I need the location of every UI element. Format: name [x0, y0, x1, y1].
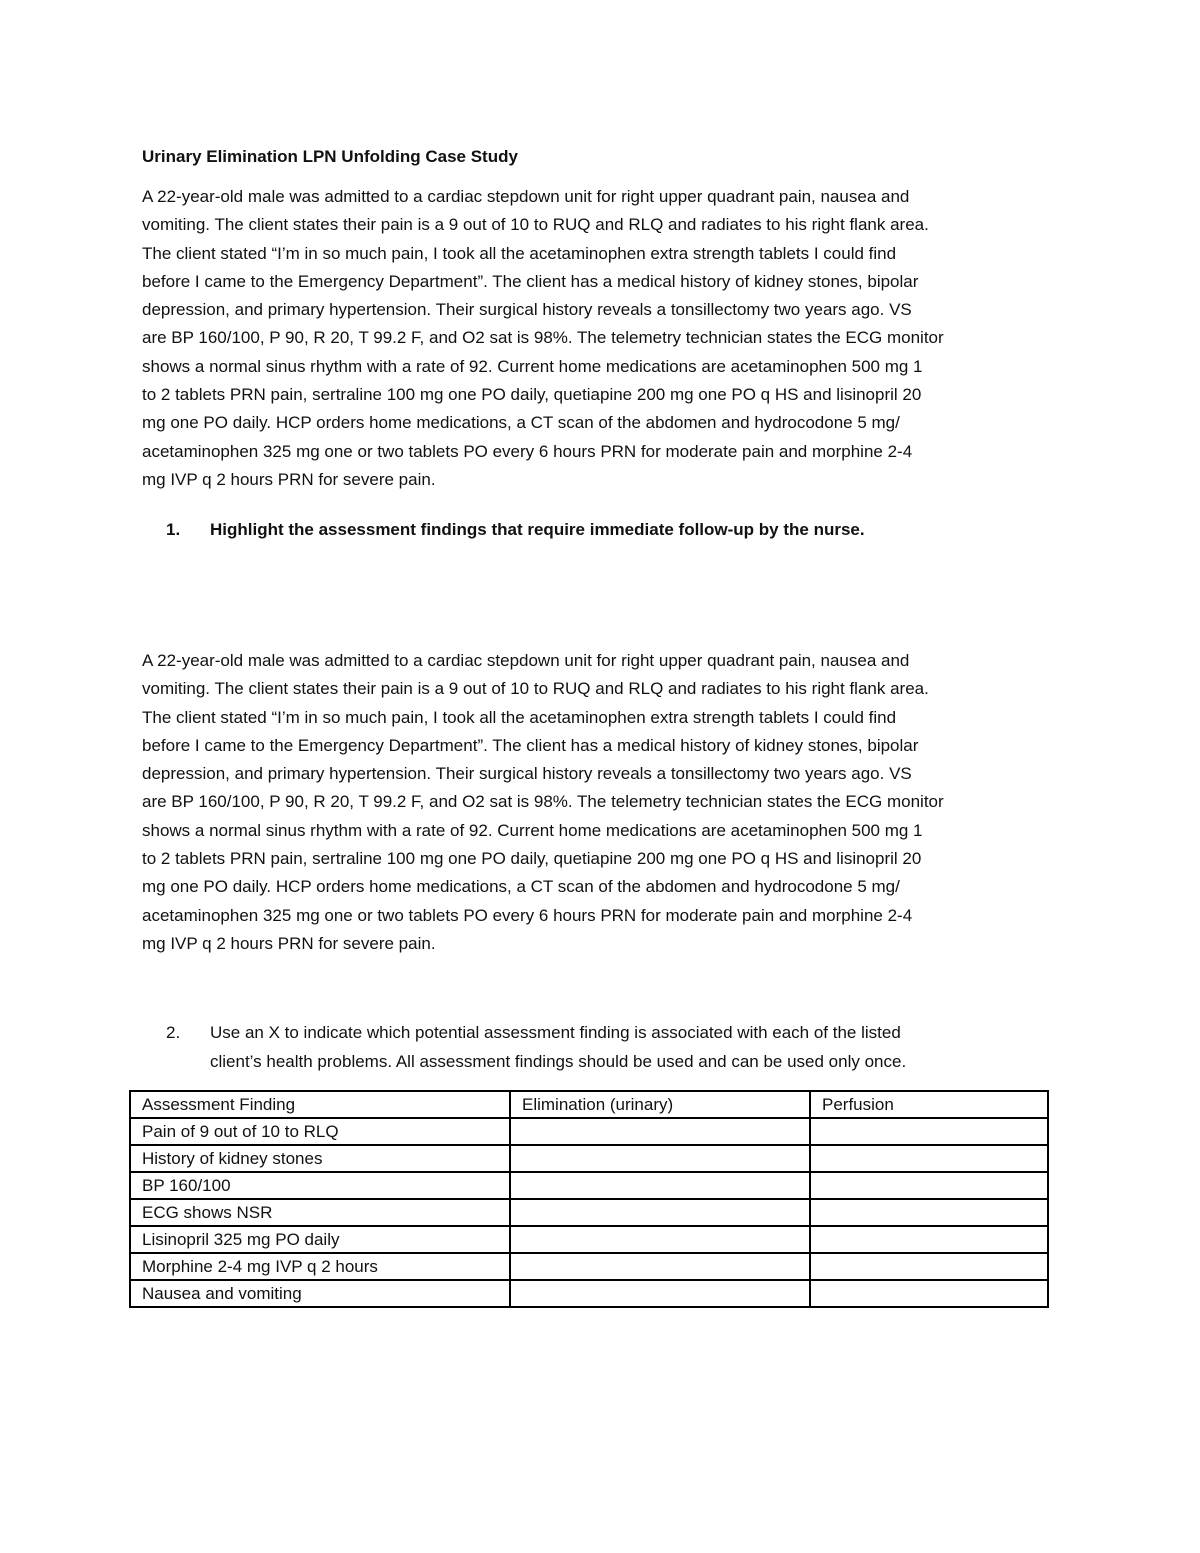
- paragraph-line: depression, and primary hypertension. Their surgical history reveals a tonsillectomy two years ago. VS: [142, 764, 912, 784]
- finding-cell: Pain of 9 out of 10 to RLQ: [130, 1118, 510, 1145]
- perfusion-answer-cell[interactable]: [810, 1118, 1048, 1145]
- elimination-answer-cell[interactable]: [510, 1118, 810, 1145]
- question-number: 1.: [166, 520, 181, 539]
- question-text-line-2: client’s health problems. All assessment findings should be used and can be used only once.: [210, 1052, 907, 1071]
- paragraph-line: shows a normal sinus rhythm with a rate of 92. Current home medications are acetaminophen 500 mg 1: [142, 356, 923, 376]
- finding-cell: ECG shows NSR: [130, 1199, 510, 1226]
- elimination-answer-cell[interactable]: [510, 1280, 810, 1307]
- table-row: [130, 1280, 1048, 1307]
- paragraph-line: are BP 160/100, P 90, R 20, T 99.2 F, and O2 sat is 98%. The telemetry technician states the ECG monitor: [142, 792, 944, 812]
- perfusion-answer-cell[interactable]: [810, 1145, 1048, 1172]
- table-row: [130, 1199, 1048, 1226]
- question-text: Highlight the assessment findings that require immediate follow-up by the nurse.: [210, 520, 865, 539]
- table-row: [130, 1118, 1048, 1145]
- case-paragraph-2: [142, 647, 1072, 958]
- document-title: Urinary Elimination LPN Unfolding Case Study: [142, 147, 518, 166]
- paragraph-line: The client stated “I’m in so much pain, I took all the acetaminophen extra strength tablets I could find: [142, 707, 897, 727]
- paragraph-line: The client stated “I’m in so much pain, I took all the acetaminophen extra strength tablets I could find: [142, 243, 897, 263]
- perfusion-answer-cell[interactable]: [810, 1280, 1048, 1307]
- elimination-answer-cell[interactable]: [510, 1172, 810, 1199]
- perfusion-answer-cell[interactable]: [810, 1199, 1048, 1226]
- header-elimination-urinary: Elimination (urinary): [510, 1091, 810, 1118]
- finding-cell: History of kidney stones: [130, 1145, 510, 1172]
- question-1: [166, 518, 865, 542]
- question-2: [166, 1018, 906, 1076]
- paragraph-line: mg IVP q 2 hours PRN for severe pain.: [142, 469, 436, 489]
- header-perfusion: Perfusion: [810, 1091, 1048, 1118]
- paragraph-line: to 2 tablets PRN pain, sertraline 100 mg one PO daily, quetiapine 200 mg one PO q HS and lisinopril 20: [142, 385, 922, 405]
- elimination-answer-cell[interactable]: [510, 1199, 810, 1226]
- paragraph-line: A 22-year-old male was admitted to a cardiac stepdown unit for right upper quadrant pain, nausea and: [142, 187, 910, 206]
- paragraph-line: mg one PO daily. HCP orders home medications, a CT scan of the abdomen and hydrocodone 5 mg/: [142, 413, 900, 433]
- paragraph-line: mg one PO daily. HCP orders home medications, a CT scan of the abdomen and hydrocodone 5 mg/: [142, 877, 900, 897]
- paragraph-line: to 2 tablets PRN pain, sertraline 100 mg one PO daily, quetiapine 200 mg one PO q HS and lisinopril 20: [142, 849, 922, 869]
- table-row: [130, 1172, 1048, 1199]
- paragraph-line: vomiting. The client states their pain is a 9 out of 10 to RUQ and RLQ and radiates to his right flank area.: [142, 679, 929, 699]
- perfusion-answer-cell[interactable]: [810, 1226, 1048, 1253]
- elimination-answer-cell[interactable]: [510, 1253, 810, 1280]
- paragraph-line: mg IVP q 2 hours PRN for severe pain.: [142, 933, 436, 953]
- table-row: [130, 1253, 1048, 1280]
- table-row: [130, 1145, 1048, 1172]
- elimination-answer-cell[interactable]: [510, 1145, 810, 1172]
- paragraph-line: A 22-year-old male was admitted to a cardiac stepdown unit for right upper quadrant pain, nausea and: [142, 651, 910, 670]
- paragraph-line: acetaminophen 325 mg one or two tablets PO every 6 hours PRN for moderate pain and morphine 2-4: [142, 441, 913, 461]
- question-text-line-1: Use an X to indicate which potential assessment finding is associated with each of the listed: [210, 1023, 901, 1042]
- header-assessment-finding: Assessment Finding: [130, 1091, 510, 1118]
- paragraph-line: before I came to the Emergency Department”. The client has a medical history of kidney stones, bipolar: [142, 735, 919, 755]
- finding-cell: Lisinopril 325 mg PO daily: [130, 1226, 510, 1253]
- table-row: [130, 1226, 1048, 1253]
- perfusion-answer-cell[interactable]: [810, 1172, 1048, 1199]
- finding-cell: BP 160/100: [130, 1172, 510, 1199]
- perfusion-answer-cell[interactable]: [810, 1253, 1048, 1280]
- paragraph-line: vomiting. The client states their pain is a 9 out of 10 to RUQ and RLQ and radiates to his right flank area.: [142, 215, 929, 235]
- paragraph-line: shows a normal sinus rhythm with a rate of 92. Current home medications are acetaminophen 500 mg 1: [142, 820, 923, 840]
- question-number: 2.: [166, 1023, 181, 1042]
- paragraph-line: acetaminophen 325 mg one or two tablets PO every 6 hours PRN for moderate pain and morphine 2-4: [142, 905, 913, 925]
- assessment-findings-table: [129, 1090, 1049, 1308]
- table-header-row: [130, 1091, 1048, 1118]
- paragraph-line: before I came to the Emergency Department”. The client has a medical history of kidney stones, bipolar: [142, 271, 919, 291]
- finding-cell: Morphine 2-4 mg IVP q 2 hours: [130, 1253, 510, 1280]
- case-paragraph-1: [142, 183, 1072, 494]
- paragraph-line: are BP 160/100, P 90, R 20, T 99.2 F, and O2 sat is 98%. The telemetry technician states the ECG monitor: [142, 328, 944, 348]
- paragraph-line: depression, and primary hypertension. Their surgical history reveals a tonsillectomy two years ago. VS: [142, 300, 912, 320]
- finding-cell: Nausea and vomiting: [130, 1280, 510, 1307]
- elimination-answer-cell[interactable]: [510, 1226, 810, 1253]
